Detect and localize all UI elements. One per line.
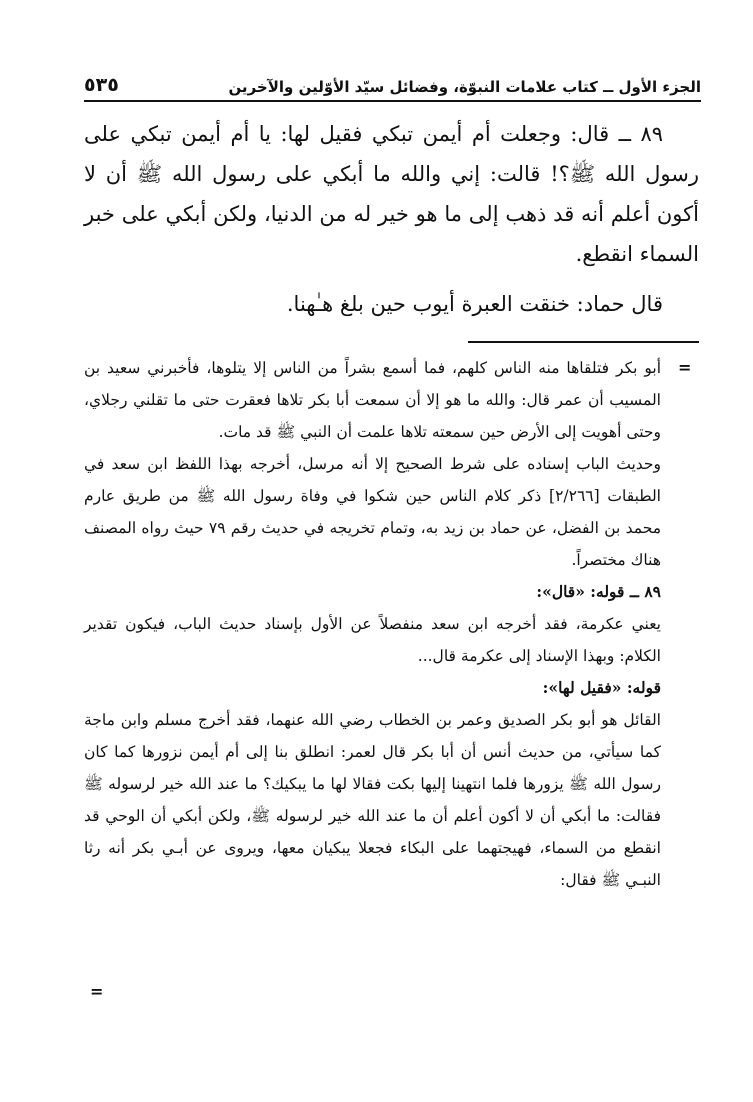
footnote-label-faqil: قوله: «فقيل لها»:	[542, 678, 661, 697]
footnote-paragraph-1: أبو بكر فتلقاها منه الناس كلهم، فما أسمع بشراً من الناس إلا يتلوها، فأخبرني سعيد بن المسيب أن عمر قال: والله ما هو إلا أن سمعت أبا بكر تلاها فعقرت حتى ما تقلني رجلاي، وحتى أهويت إلى الأرض حين سمعته تلاها علمت أن النبي ﷺ قد مات.	[84, 359, 661, 441]
header-rule	[84, 100, 701, 102]
hadith-89-text: ٨٩ ــ قال: وجعلت أم أيمن تبكي فقيل لها: يا أم أيمن تبكي على رسول الله ﷺ؟! قالت: إني والله ما أبكي على رسول الله ﷺ أن لا أكون أعلم أنه قد ذهب إلى ما هو خير له من الدنيا، ولكن أبكي على خبر السماء انقطع.	[84, 122, 699, 266]
continuation-mark-bottom: =	[90, 982, 104, 1001]
main-text	[84, 114, 699, 324]
footnote-rule	[468, 341, 699, 343]
footnote-paragraph-3: يعني عكرمة، فقد أخرجه ابن سعد منفصلاً عن الأول بإسناد حديث الباب، فيكون تقدير الكلام: وبهذا الإسناد إلى عكرمة قال...	[84, 615, 661, 665]
footnotes	[84, 352, 661, 896]
hammad-remark: قال حماد: خنقت العبرة أيوب حين بلغ هـٰهنا.	[286, 292, 663, 316]
page-header	[84, 62, 701, 96]
footnote-paragraph-2: وحديث الباب إسناده على شرط الصحيح إلا أنه مرسل، أخرجه بهذا اللفظ ابن سعد في الطبقات [٢/٢٦٦] ذكر كلام الناس حين شكوا في وفاة رسول الله ﷺ من طريق عارم محمد بن الفضل، عن حماد بن زيد به، وتمام تخريجه في حديث رقم ٧٩ حيث رواه المصنف هناك مختصراً.	[84, 455, 661, 569]
running-head: الجزء الأول ــ كتاب علامات النبوّة، وفضائل سيّد الأوّلين والآخرين	[228, 78, 701, 96]
footnote-label-89: ٨٩ ــ قوله: «قال»:	[536, 582, 661, 601]
footnote-paragraph-4: القائل هو أبو بكر الصديق وعمر بن الخطاب رضي الله عنهما، فقد أخرج مسلم وابن ماجة كما سيأتي، من حديث أنس أن أبا بكر قال لعمر: انطلق بنا إلى أم أيمن نزورها كما كان رسول الله ﷺ يزورها فلما انتهينا إليها بكت فقالا لها ما يبكيك؟ ما عند الله خير لرسوله ﷺ فقالت: ما أبكي أن لا أكون أعلم أن ما عند الله خير لرسوله ﷺ، ولكن أبكي أن الوحي قد انقطع من السماء، فهيجتهما على البكاء فجعلا يبكيان معها، ويروى عن أبـي بكر أنه رثا النبـي ﷺ فقال:	[84, 711, 661, 889]
page-number: ٥٣٥	[84, 74, 119, 96]
continuation-mark-top: =	[678, 358, 692, 377]
